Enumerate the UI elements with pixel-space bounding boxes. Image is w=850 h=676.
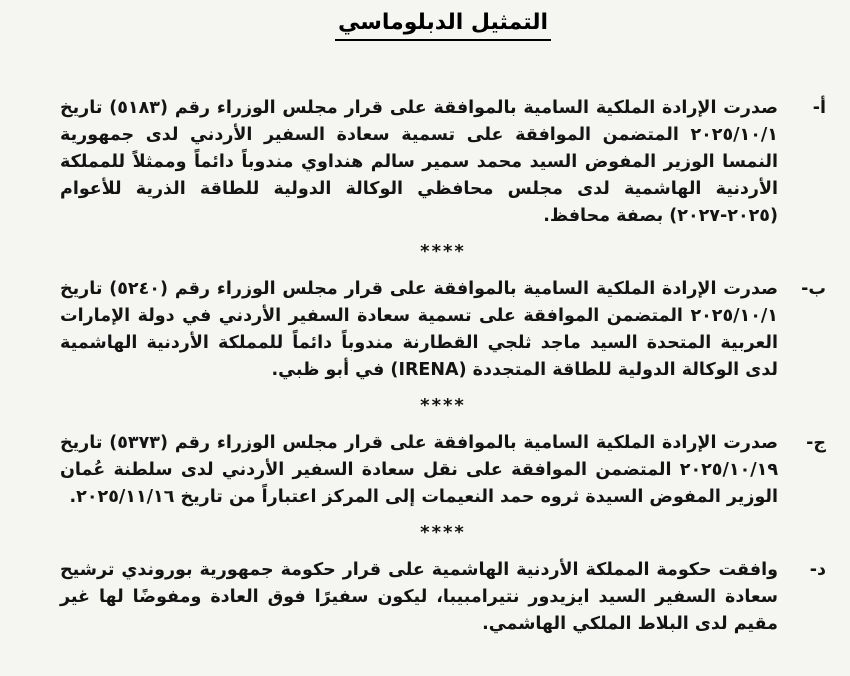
clause-a bbox=[60, 95, 826, 230]
page-title: التمثيل الدبلوماسي bbox=[335, 10, 551, 41]
clause-b-label: ب- bbox=[801, 279, 826, 299]
stars-separator: **** bbox=[420, 395, 466, 416]
clause-j-label: ج- bbox=[806, 433, 826, 453]
clause-d-text: وافقت حكومة المملكة الأردنية الهاشمية على قرار حكومة جمهورية بوروندي ترشيح سعادة السفير السيد ايزيدور نتيرامبيبا، ليكون سفيرًا فوق العادة ومفوضًا لها غير مقيم لدى البلاط الملكي الهاشمي. bbox=[60, 560, 778, 634]
stars-separator: **** bbox=[420, 522, 466, 543]
clause-b-text: صدرت الإرادة الملكية السامية بالموافقة على قرار مجلس الوزراء رقم (٥٢٤٠) تاريخ ٢٠٢٥/١٠/١ المتضمن الموافقة على تسمية سعادة السفير الأردني في دولة الإمارات العربية المتحدة السيد ماجد ثلجي القطارنة مندوباً دائماً للمملكة الأردنية الهاشمية لدى الوكالة الدولية للطاقة المتجددة (IRENA) في أبو ظبي. bbox=[60, 279, 778, 380]
clause-d bbox=[60, 557, 826, 638]
stars-separator: **** bbox=[420, 241, 466, 262]
clause-a-text: صدرت الإرادة الملكية السامية بالموافقة على قرار مجلس الوزراء رقم (٥١٨٣) تاريخ ٢٠٢٥/١٠/١ المتضمن الموافقة على تسمية سعادة السفير الأردني لدى جمهورية النمسا الوزير المفوض السيد محمد سمير سالم هنداوي مندوباً دائماً وممثلاً للمملكة الأردنية الهاشمية لدى مجلس محافظي الوكالة الدولية للطاقة الذرية للأعوام (٢٠٢٥-٢٠٢٧) بصفة محافظ. bbox=[60, 98, 778, 226]
clause-j bbox=[60, 430, 826, 511]
clause-d-label: د- bbox=[809, 560, 826, 580]
clause-a-label: أ- bbox=[812, 98, 826, 118]
clause-b bbox=[60, 276, 826, 384]
clause-j-text: صدرت الإرادة الملكية السامية بالموافقة على قرار مجلس الوزراء رقم (٥٣٧٣) تاريخ ٢٠٢٥/١٠/١٩ المتضمن الموافقة على نقل سعادة السفير الأردني لدى سلطنة عُمان الوزير المفوض السيدة ثروه حمد النعيمات إلى المركز اعتباراً من تاريخ ٢٠٢٥/١١/١٦. bbox=[60, 433, 778, 507]
title-container bbox=[60, 10, 826, 41]
